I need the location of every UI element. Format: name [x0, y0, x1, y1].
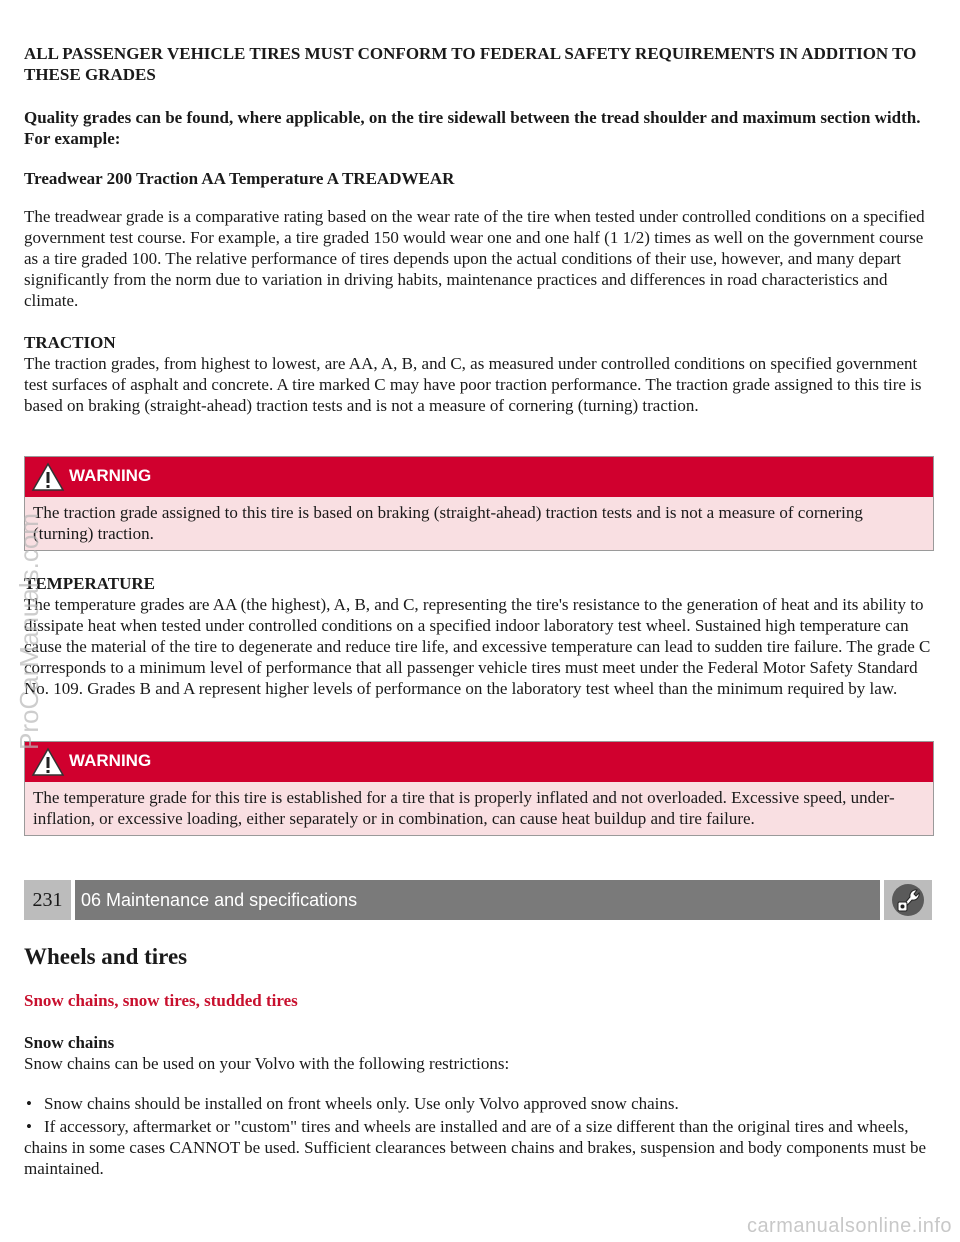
snow-chains-section [24, 1032, 509, 1074]
snow-chains-intro: Snow chains can be used on your Volvo with the following restrictions: [24, 1054, 510, 1073]
traction-paragraph: The traction grades, from highest to lowest, are AA, A, B, and C, as measured under controlled conditions on specified government test surfaces of asphalt and concrete. A tire marked C may have poor traction performance. The traction grade assigned to this tire is based on braking (straight-ahead) traction tests and is not a measure of cornering (turning) traction. [24, 354, 922, 415]
temperature-warning-box [24, 741, 934, 836]
quality-grades-note: Quality grades can be found, where applicable, on the tire sidewall between the tread shoulder and maximum section width. For example: [24, 108, 921, 148]
warning-label: WARNING [69, 751, 152, 770]
bullet: • [26, 1117, 32, 1136]
temperature-section [24, 573, 936, 699]
grade-example: Treadwear 200 Traction AA Temperature A TREADWEAR [24, 169, 455, 188]
federal-notice: ALL PASSENGER VEHICLE TIRES MUST CONFORM TO FEDERAL SAFETY REQUIREMENTS IN ADDITION TO THESE GRADES [24, 44, 917, 84]
bullet: • [26, 1094, 32, 1113]
snow-chains-heading: Snow chains [24, 1033, 115, 1052]
page-number: 231 [24, 880, 71, 920]
chapter-icon-box [884, 880, 932, 920]
warning-triangle-icon [31, 747, 65, 777]
side-watermark: ProCarManuals.com [14, 513, 44, 750]
wrench-icon [890, 882, 926, 918]
warning-label: WARNING [69, 466, 152, 485]
page-title: Wheels and tires [24, 944, 188, 969]
traction-warning-box [24, 456, 934, 551]
traction-heading: TRACTION [24, 333, 116, 352]
warning-text: The temperature grade for this tire is established for a tire that is properly inflated and not overloaded. Excessive speed, under-inflation, or excessive loading, either separately or in combination, can cause heat buildup and tire failure. [33, 788, 895, 828]
chapter-title: 06 Maintenance and specifications [75, 880, 880, 920]
section-subtitle: Snow chains, snow tires, studded tires [24, 991, 298, 1010]
warning-bar [25, 457, 933, 497]
warning-triangle-icon [31, 462, 65, 492]
warning-text: The traction grade assigned to this tire is based on braking (straight-ahead) traction tests and is not a measure of cornering (turning) traction. [33, 503, 863, 543]
traction-section [24, 332, 936, 416]
footer-watermark: carmanualsonline.info [746, 1215, 952, 1237]
snow-chain-restrictions [24, 1093, 936, 1181]
section-header [24, 880, 932, 920]
warning-bar [25, 742, 933, 782]
temperature-paragraph: The temperature grades are AA (the highest), A, B, and C, representing the tire's resistance to the generation of heat and its ability to dissipate heat when tested under controlled conditions on a specified indoor laboratory test wheel. Sustained high temperature can cause the material of the tire to degenerate and reduce tire life, and excessive temperature can lead to sudden tire failure. The grade C corresponds to a minimum level of performance that all passenger vehicle tires must meet under the Federal Motor Safety Standard No. 109. Grades B and A represent higher levels of performance on the laboratory test wheel than the minimum required by law. [24, 595, 931, 698]
treadwear-paragraph: The treadwear grade is a comparative rating based on the wear rate of the tire when tested under controlled conditions on a specified government test course. For example, a tire graded 150 would wear one and one half (1 1/2) times as well on the government course as a tire graded 100. The relative performance of tires depends upon the actual conditions of their use, however, and many depart significantly from the norm due to variation in driving habits, maintenance practices and differences in road characteristics and climate. [24, 207, 925, 310]
temperature-heading: TEMPERATURE [24, 574, 155, 593]
list-item: • Snow chains should be installed on front wheels only. Use only Volvo approved snow chains. [26, 1094, 679, 1113]
list-item: • If accessory, aftermarket or "custom" tires and wheels are installed and are of a size different than the original tires and wheels, chains in some cases CANNOT be used. Sufficient clearances between chains and brakes, suspension and body components must be maintained. [24, 1117, 927, 1178]
